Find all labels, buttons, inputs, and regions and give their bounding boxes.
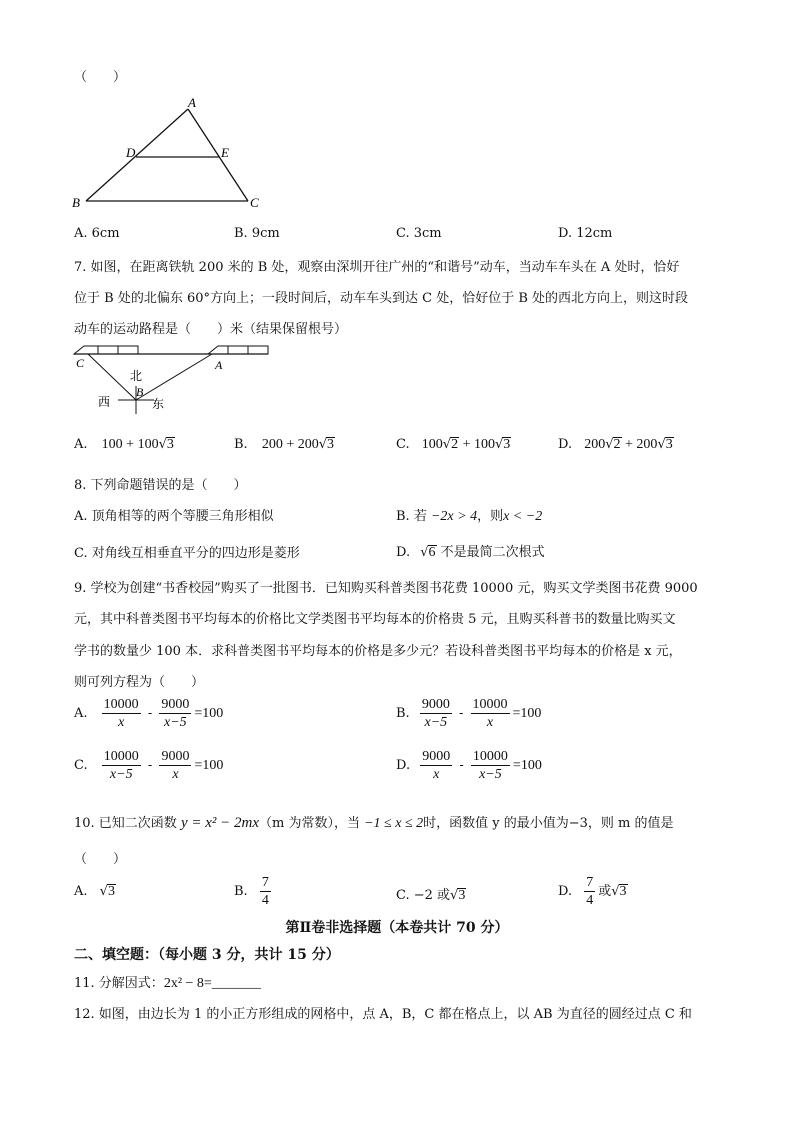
q8-option-a[interactable]: A. 顶角相等的两个等腰三角形相似 [74, 509, 274, 524]
triangle-side-ab [86, 109, 188, 201]
fig-label-c: C [76, 356, 85, 370]
q7-option-b-letter: B. [234, 437, 248, 452]
q7-option-b[interactable]: B. 200 + 200√3 [234, 437, 335, 452]
fig-label-west: 西 [98, 395, 111, 409]
q9-option-b[interactable]: B. $\frac{9000}{x-5}$ - $\frac{10000}{x}$ =100 [396, 697, 542, 730]
label-d: D [126, 145, 136, 160]
q9-stem-line2: 元，其中科普类图书平均每本的价格比文学类图书平均每本的价格贵 5 元，且购买科普书的数量比购买文 [74, 612, 676, 627]
q8-stem: 8. 下列命题错误的是（ ） [74, 478, 247, 493]
q9-stem-line1: 9. 学校为创建“书香校园”购买了一批图书．已知购买科普类图书花费 10000 元，购买文学类图书花费 9000 [74, 581, 698, 596]
q9-stem-line4: 则可列方程为（ ） [74, 675, 205, 690]
q6-answer-paren: （ ） [74, 70, 127, 85]
q7-option-a[interactable]: A. 100 + 100√3 [74, 437, 174, 452]
q11-answer-blank[interactable]: _______ [211, 976, 261, 991]
q6-option-a[interactable]: A. 6cm [74, 226, 120, 241]
q10-stem: 10. 已知二次函数 y = x² − 2mx（m 为常数），当 −1 ≤ x ≤ 2时，函数值 y 的最小值为−3，则 m 的值是 [74, 815, 674, 831]
q8-option-d[interactable]: D. √6 不是最简二次根式 [396, 545, 545, 560]
q10-option-a[interactable]: A. √3 [74, 884, 115, 899]
q6-option-b[interactable]: B. 9cm [234, 226, 280, 241]
q7-train-figure [70, 342, 275, 414]
q12-stem-line1: 12. 如图，由边长为 1 的小正方形组成的网格中，点 A，B，C 都在格点上，以 AB 为直径的圆经过点 C 和 [74, 1007, 692, 1022]
fig-label-east: 东 [152, 397, 165, 411]
train-c-body [74, 346, 138, 354]
fill-in-section-heading: 二、填空题：（每小题 3 分，共计 15 分） [74, 947, 340, 963]
section-2-title: 第Ⅱ卷非选择题（本卷共计 70 分） [285, 920, 509, 936]
fig-label-north: 北 [130, 369, 143, 383]
q7-option-c-letter: C. [396, 437, 410, 452]
label-c: C [250, 195, 259, 210]
q7-stem-line2: 位于 B 处的北偏东 60°方向上；一段时间后，动车车头到达 C 处，恰好位于 B 处的西北方向上，则这时段 [74, 291, 689, 306]
q10-option-b[interactable]: B. $\frac{7}{4}$ [234, 875, 269, 908]
q9-option-d[interactable]: D. $\frac{9000}{x}$ - $\frac{10000}{x-5}$ =100 [396, 749, 542, 782]
q7-option-d[interactable]: D. 200√2 + 200√3 [558, 437, 673, 452]
q11-stem: 11. 分解因式：2x² − 8=_______ [74, 976, 261, 991]
q9-stem-line3: 学书的数量少 100 本．求科普类图书平均每本的价格是多少元？若设科普类图书平均每本的价格是 x 元， [74, 644, 682, 659]
label-a: A [188, 95, 196, 110]
q8-option-c[interactable]: C. 对角线互相垂直平分的四边形是菱形 [74, 546, 300, 561]
q7-option-c[interactable]: C. 100√2 + 100√3 [396, 437, 511, 452]
q7-stem-line1: 7. 如图，在距离铁轨 200 米的 B 处，观察由深圳开往广州的“和谐号”动车，当动车车头在 A 处时，恰好 [74, 260, 680, 275]
q6-triangle-figure [70, 95, 270, 215]
q6-option-c[interactable]: C. 3cm [396, 226, 442, 241]
q10-option-d[interactable]: D. $\frac{7}{4}$ 或√3 [558, 875, 627, 908]
q7-option-a-letter: A. [74, 437, 88, 452]
q7-option-d-letter: D. [558, 437, 573, 452]
line-ba [136, 354, 212, 400]
q9-option-a[interactable]: A. $\frac{10000}{x}$ - $\frac{9000}{x-5}$ =100 [74, 697, 224, 730]
q7-stem-line3: 动车的运动路程是（ ）米（结果保留根号） [74, 322, 348, 337]
label-e: E [221, 145, 229, 160]
q10-answer-paren: （ ） [74, 852, 127, 867]
q9-option-c[interactable]: C. $\frac{10000}{x-5}$ - $\frac{9000}{x}$ =100 [74, 749, 224, 782]
q10-option-c[interactable]: C. −2 或√3 [396, 888, 466, 903]
fig-label-a: A [215, 358, 223, 372]
line-bc [88, 354, 136, 400]
fig-label-b: B [136, 385, 144, 399]
triangle-side-ac [188, 109, 248, 201]
q8-option-b[interactable]: B. 若 −2x > 4，则x < −2 [396, 509, 543, 524]
label-b: B [72, 195, 80, 210]
q6-option-d[interactable]: D. 12cm [558, 226, 613, 241]
train-a-body [208, 346, 268, 354]
